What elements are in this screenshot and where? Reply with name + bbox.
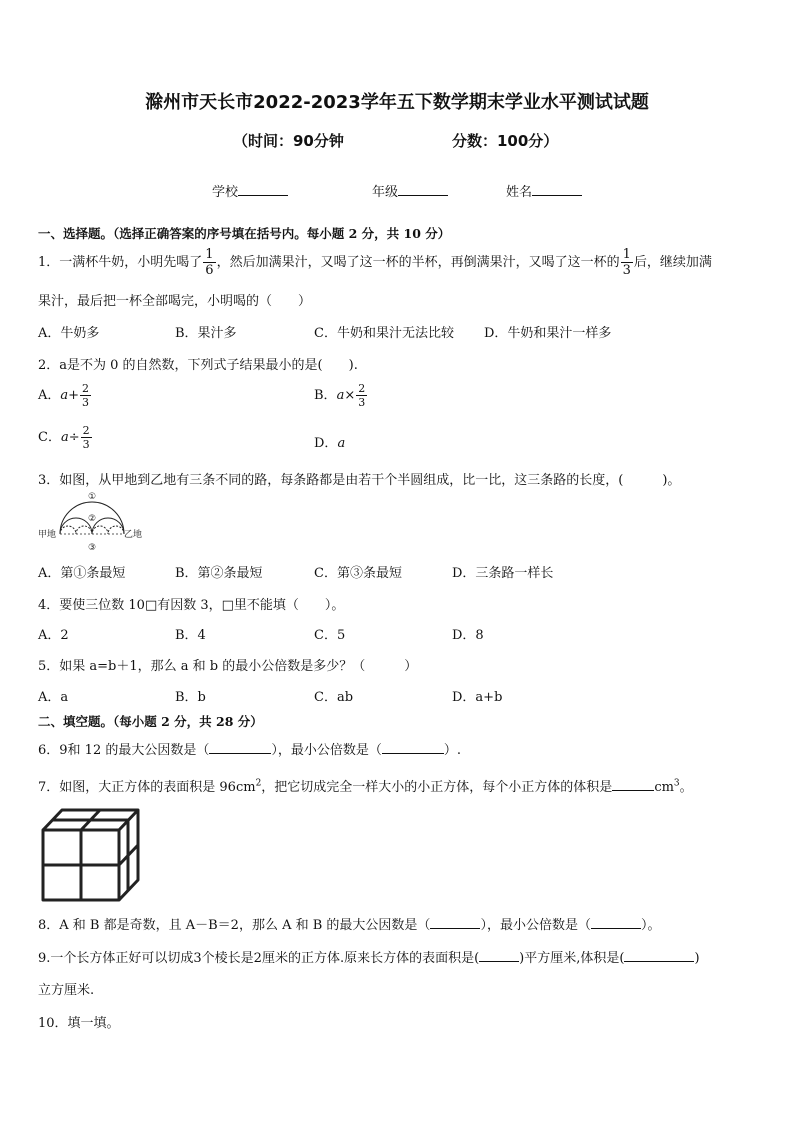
q1-text-3: 后，继续加满 [633,255,712,270]
q7 [38,776,693,795]
section2-heading: 二、填空题。（每小题 2 分，共 28 分） [38,714,263,729]
q2-c-fraction [81,425,92,450]
q1-text-2: ，然后加满果汁，又喝了这一杯的半杯，再倒满果汁，又喝了这一杯的 [216,255,620,270]
grade-label: 年级 [372,185,399,200]
q2-a-fraction [80,383,91,408]
q2-b-expr: a× [336,388,356,403]
q4-option-a[interactable]: A．2 [38,628,69,643]
q2-c-label: C． [38,430,61,445]
q1-option-c[interactable]: C．牛奶和果汁无法比较 [314,326,454,341]
q2-c-num: 2 [82,424,90,437]
name-label: 姓名 [506,185,533,200]
school-blank[interactable] [238,183,288,196]
q9-text-1: 9.一个长方体正好可以切成3个棱长是2厘米的正方体.原来长方体的表面积是( [38,951,480,966]
q5-option-a[interactable]: A．a [38,690,69,705]
q7-sup-2: 3 [673,778,680,789]
q1-line1 [38,248,712,278]
q7-text-3: 。 [679,780,693,795]
q2-option-a[interactable] [38,383,92,408]
name-blank[interactable] [532,183,582,196]
q2-b-den: 3 [358,396,366,409]
school-field[interactable] [212,181,288,200]
q5-option-b[interactable]: B．b [175,690,206,705]
page-title: 滁州市天长市2022-2023学年五下数学期末学业水平测试试题 [145,92,649,113]
q7-sup-1: 2 [255,778,262,789]
q5-option-c[interactable]: C．ab [314,690,354,705]
fig-label-2: ② [88,514,97,524]
exam-score: 分数：100分） [452,132,559,150]
fig-label-1: ① [88,492,97,502]
name-field[interactable] [506,181,582,200]
q8-text-3: ）。 [640,918,661,933]
q3-figure [38,490,148,554]
q1-fraction-2-num: 1 [622,247,631,262]
q2-question: 2．a是不为 0 的自然数，下列式子结果最小的是( ). [38,358,358,373]
q6-blank-1[interactable] [209,741,271,754]
q9-text-3: ) [694,951,700,966]
q2-b-label: B． [314,388,337,403]
q1-option-a[interactable]: A．牛奶多 [38,326,100,341]
fig-end-label: 乙地 [124,530,143,540]
q2-option-c[interactable] [38,425,93,450]
q8-text-1: 8．A 和 B 都是奇数，且 A－B＝2，那么 A 和 B 的最大公因数是（ [38,918,431,933]
cube-icon [38,802,148,902]
q9-blank-2[interactable] [624,949,694,962]
q1-option-d[interactable]: D．牛奶和果汁一样多 [484,326,612,341]
grade-field[interactable] [372,181,448,200]
q6-text-1: 6．9和 12 的最大公因数是（ [38,743,210,758]
q6-text-3: ）. [443,743,462,758]
q2-a-den: 3 [82,396,90,409]
q2-d-label: D． [314,436,338,451]
q9-text-2: )平方厘米,体积是( [519,951,625,966]
q4-option-b[interactable]: B．4 [175,628,206,643]
q6-text-2: ），最小公倍数是（ [271,743,382,758]
q4-stem: 4．要使三位数 10□有因数 3，□里不能填（ ）。 [38,598,345,613]
q7-cube-figure [38,802,148,902]
school-label: 学校 [212,185,239,200]
semicircle-paths-diagram [38,490,148,554]
q2-a-label: A． [38,388,61,403]
q7-text-2: ，把它切成完全一样大小的小正方体，每个小正方体的体积是 [261,780,613,795]
q8-text-2: ），最小公倍数是（ [480,918,591,933]
q7-blank[interactable] [612,778,654,791]
q1-fraction-2 [621,248,633,277]
fig-start-label: 甲地 [38,530,57,540]
q2-b-num: 2 [358,382,366,395]
q1-fraction-2-den: 3 [622,263,631,278]
q7-text-1: 7．如图，大正方体的表面积是 96cm [38,780,256,795]
q9-line1 [38,947,700,966]
q2-d-expr: a [337,436,346,451]
q3-option-c[interactable]: C．第③条最短 [314,566,402,581]
grade-blank[interactable] [398,183,448,196]
q1-fraction-1 [203,248,215,277]
q9-blank-1[interactable] [479,949,519,962]
q8 [38,914,660,933]
q8-blank-1[interactable] [430,916,480,929]
q7-unit: cm [654,780,674,795]
q10: 10．填一填。 [38,1016,120,1031]
q2-option-d[interactable] [314,432,345,451]
q3-option-b[interactable]: B．第②条最短 [175,566,263,581]
fig-label-3: ③ [88,543,97,553]
section1-heading: 一、选择题。（选择正确答案的序号填在括号内。每小题 2 分，共 10 分） [38,226,451,241]
q5-option-d[interactable]: D．a+b [452,690,503,705]
q5-stem: 5．如果 a=b＋1，那么 a 和 b 的最小公倍数是多少？（ ） [38,659,418,674]
q2-b-fraction [356,383,367,408]
q2-option-b[interactable] [314,383,368,408]
exam-time: （时间：90分钟 [233,132,344,150]
q2-a-expr: a+ [60,388,80,403]
q3-option-a[interactable]: A．第①条最短 [38,566,126,581]
q2-c-expr: a÷ [60,430,80,445]
q6-blank-2[interactable] [382,741,444,754]
q9-line2: 立方厘米. [38,983,95,998]
q1-fraction-1-den: 6 [205,263,214,278]
q2-c-den: 3 [82,438,90,451]
q1-text-1: 1．一满杯牛奶，小明先喝了 [38,255,203,270]
q3-stem: 3．如图，从甲地到乙地有三条不同的路，每条路都是由若干个半圆组成，比一比，这三条路的长度，( )。 [38,473,681,488]
q4-option-c[interactable]: C．5 [314,628,346,643]
q1-option-b[interactable]: B．果汁多 [175,326,237,341]
q1-fraction-1-num: 1 [205,247,214,262]
q1-line2: 果汁，最后把一杯全部喝完，小明喝的（ ） [38,294,312,309]
q2-a-num: 2 [82,382,90,395]
q6 [38,739,461,758]
q4-option-d[interactable]: D．8 [452,628,484,643]
q3-option-d[interactable]: D．三条路一样长 [452,566,554,581]
q8-blank-2[interactable] [591,916,641,929]
